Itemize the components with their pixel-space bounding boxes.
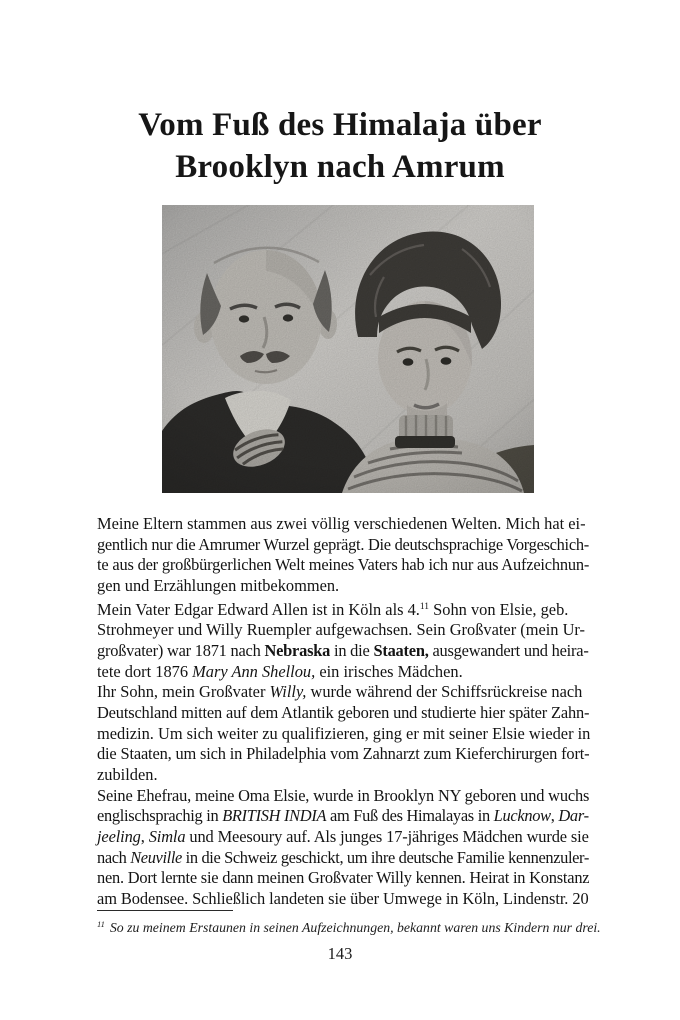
text-line: Deutschland mitten auf dem Atlantik geboren und studierte hier später Zahn- (97, 702, 590, 722)
chapter-title (0, 104, 680, 188)
page-number: 143 (327, 944, 353, 963)
text-line: am Bodensee. Schließlich landeten sie über Umwege in Köln, Lindenstr. 20 (97, 888, 589, 908)
text-line: tete dort 1876 Mary Ann Shellou, ein irisches Mädchen. (97, 661, 463, 681)
chapter-title-line-2: Brooklyn nach Amrum (175, 149, 505, 185)
text-line: nen. Dort lernte sie dann meinen Großvater Willy kennen. Heirat in Konstanz (97, 868, 590, 888)
text-line: Meine Eltern stammen aus zwei völlig verschiedenen Welten. Mich hat ei- (97, 514, 586, 533)
chapter-title-line-1: Vom Fuß des Himalaja über (138, 107, 542, 143)
footnote-text: So zu meinem Erstaunen in seinen Aufzeichnungen, bekannt waren uns Kindern nur drei. (109, 920, 601, 935)
text-line: gentlich nur die Amrumer Wurzel geprägt. Die deutschsprachige Vorgeschich- (97, 534, 589, 554)
paragraph (97, 597, 589, 683)
portrait-photo (162, 205, 534, 493)
text-line: nach Neuville in die Schweiz geschickt, um ihre deutsche Familie kennenzuler- (97, 847, 589, 867)
text-line: te aus der großbürgerlichen Welt meines Vaters hab ich nur aus Aufzeichnun- (97, 555, 590, 575)
portrait-photo-illustration (162, 205, 534, 493)
text-line: Strohmeyer und Willy Ruempler aufgewachsen. Sein Großvater (mein Ur- (97, 620, 586, 640)
text-line: medizin. Um sich weiter zu qualifizieren, ging er mit seiner Elsie wieder in (97, 723, 591, 743)
text-line: englischsprachig in BRITISH INDIA am Fuß des Himalayas in Lucknow, Dar- (97, 806, 589, 826)
text-line: zubilden. (97, 764, 158, 784)
footnote-rule (97, 910, 233, 911)
body-text (97, 514, 589, 909)
text-line: jeeling, Simla und Meesoury auf. Als junges 17-jähriges Mädchen wurde sie (97, 826, 589, 846)
text-line: Mein Vater Edgar Edward Allen ist in Köln als 4.11 Sohn von Elsie, geb. (97, 599, 569, 619)
paragraph (97, 786, 589, 910)
footnote-marker: 11 (97, 919, 105, 929)
paragraph (97, 682, 589, 785)
text-line: großvater) war 1871 nach Nebraska in die Staaten, ausgewandert und heira- (97, 640, 589, 660)
text-line: Ihr Sohn, mein Großvater Willy, wurde während der Schiffsrückreise nach (97, 682, 583, 702)
footnote (97, 916, 601, 936)
paragraph (97, 514, 589, 597)
text-line: die Staaten, um sich in Philadelphia vom Zahnarzt zum Kieferchirurgen fort- (97, 744, 590, 764)
text-line: gen und Erzählungen mitbekommen. (97, 575, 340, 595)
text-line: Seine Ehefrau, meine Oma Elsie, wurde in Brooklyn NY geboren und wuchs (97, 785, 590, 805)
